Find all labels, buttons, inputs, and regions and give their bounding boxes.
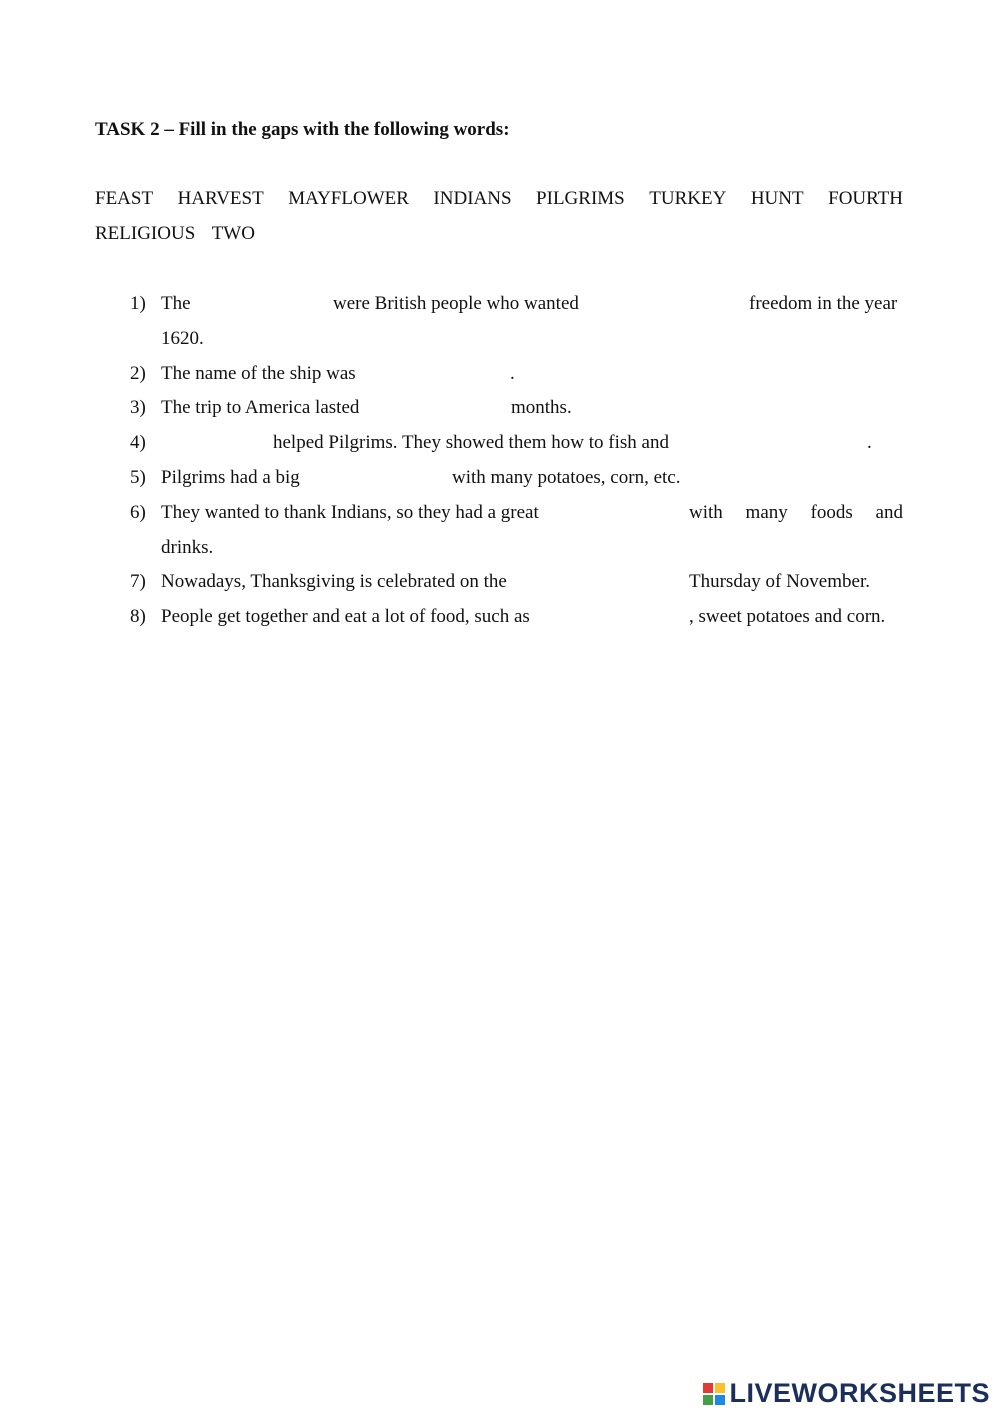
item-text: .: [867, 432, 872, 453]
word-bank-word: RELIGIOUS: [95, 223, 196, 244]
word-bank-word: MAYFLOWER: [288, 188, 409, 209]
item-text: months.: [511, 397, 572, 418]
item-number: 6): [130, 502, 146, 523]
liveworksheets-logo-icon: [703, 1383, 725, 1405]
item-text: were British people who wanted: [333, 293, 579, 314]
gap-blank-4b[interactable]: [700, 431, 860, 455]
item-text: with: [689, 502, 723, 523]
gap-blank-6[interactable]: [568, 501, 682, 525]
item-number: 4): [130, 432, 146, 453]
word-bank-row-1: [95, 188, 903, 210]
item-text: and: [875, 502, 903, 523]
item-text: They wanted to thank Indians, so they had a great: [161, 502, 539, 523]
gap-blank-1a[interactable]: [198, 292, 326, 316]
gap-blank-4a[interactable]: [161, 431, 266, 455]
item-text: Nowadays, Thanksgiving is celebrated on the: [161, 571, 507, 592]
item-6-tail: [689, 501, 903, 525]
item-number: 7): [130, 571, 146, 592]
item-text: , sweet potatoes and corn.: [689, 606, 886, 627]
gap-blank-8[interactable]: [557, 605, 684, 629]
item-text: The trip to America lasted: [161, 397, 360, 418]
task-title: TASK 2 – Fill in the gaps with the following words:: [95, 119, 510, 140]
word-bank-word: FOURTH: [828, 188, 903, 209]
item-number: 3): [130, 397, 146, 418]
gap-blank-1b[interactable]: [600, 292, 742, 316]
gap-blank-5[interactable]: [315, 466, 445, 490]
liveworksheets-branding: [703, 1378, 990, 1409]
word-bank-word: PILGRIMS: [536, 188, 625, 209]
item-text: helped Pilgrims. They showed them how to fish and: [273, 432, 669, 453]
item-text: The: [161, 293, 191, 314]
item-text: many: [745, 502, 788, 523]
gap-blank-2[interactable]: [374, 362, 506, 386]
item-text: .: [510, 363, 515, 384]
word-bank-word: INDIANS: [433, 188, 512, 209]
word-bank-word: TURKEY: [649, 188, 727, 209]
item-number: 5): [130, 467, 146, 488]
word-bank-word: TWO: [211, 223, 255, 244]
liveworksheets-logo-text: LIVEWORKSHEETS: [729, 1378, 990, 1408]
item-text: with many potatoes, corn, etc.: [452, 467, 681, 488]
item-text: People get together and eat a lot of food, such as: [161, 606, 530, 627]
gap-blank-3[interactable]: [380, 396, 504, 420]
item-text: The name of the ship was: [161, 363, 356, 384]
word-bank-word: FEAST: [95, 188, 154, 209]
word-bank-row-2: [95, 223, 903, 245]
item-text: drinks.: [161, 537, 214, 558]
item-number: 1): [130, 293, 146, 314]
item-text: freedom in the year: [749, 293, 898, 314]
item-text: Pilgrims had a big: [161, 467, 300, 488]
gap-blank-7[interactable]: [535, 570, 682, 594]
item-text: 1620.: [161, 328, 204, 349]
word-bank-word: HARVEST: [177, 188, 264, 209]
item-number: 2): [130, 363, 146, 384]
item-number: 8): [130, 606, 146, 627]
item-text: Thursday of November.: [689, 571, 870, 592]
word-bank-word: HUNT: [750, 188, 804, 209]
item-text: foods: [810, 502, 853, 523]
